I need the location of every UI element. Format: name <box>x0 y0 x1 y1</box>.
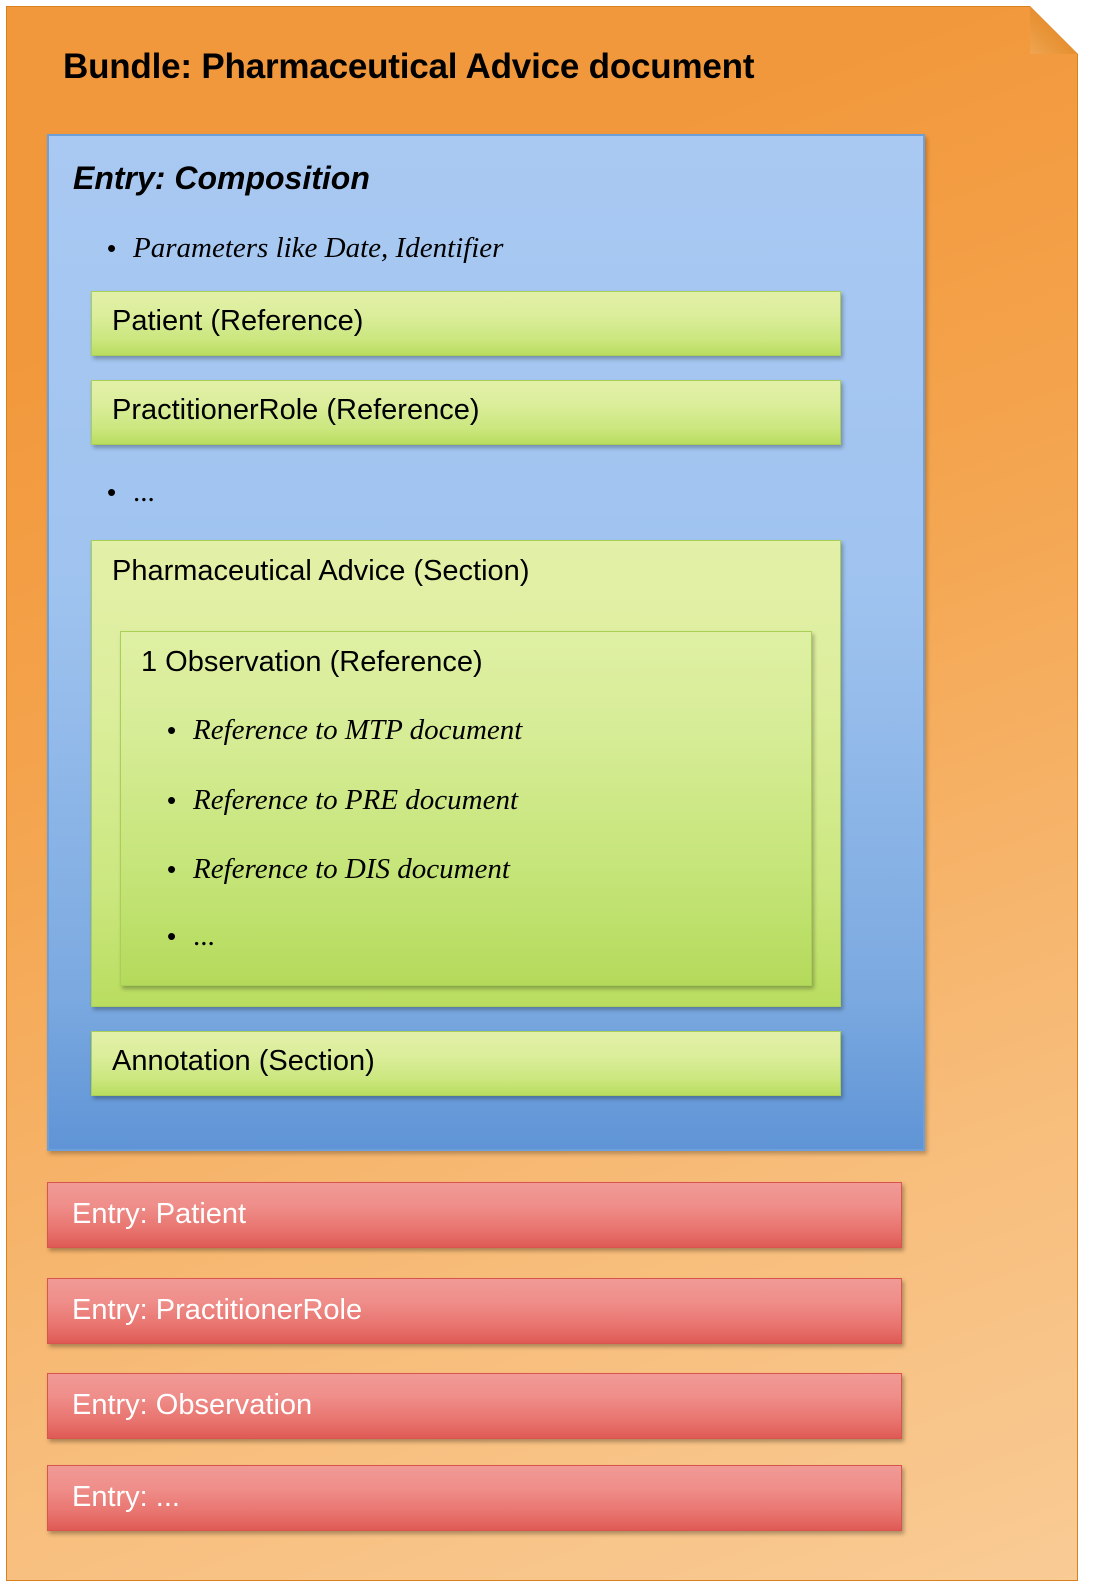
observation-reference-box[interactable] <box>120 631 812 986</box>
composition-bullet-parameters-label: Parameters like Date, Identifier <box>133 232 504 264</box>
annotation-section-label: Annotation (Section) <box>112 1045 375 1077</box>
observation-bullet-more-label: ... <box>193 920 215 952</box>
composition-bullet-more <box>107 476 155 509</box>
observation-bullet-more <box>167 920 215 953</box>
composition-entry <box>47 134 925 1151</box>
bundle-title: Bundle: Pharmaceutical Advice document <box>63 47 755 86</box>
pharmaceutical-advice-section-label: Pharmaceutical Advice (Section) <box>112 555 530 587</box>
bullet-icon: • <box>167 854 177 884</box>
practitionerrole-reference-box[interactable] <box>91 380 841 445</box>
composition-bullet-parameters <box>107 232 503 265</box>
bullet-icon: • <box>107 233 117 263</box>
annotation-section-box[interactable] <box>91 1031 841 1096</box>
entry-patient-label: Entry: Patient <box>72 1198 247 1230</box>
bullet-icon: • <box>167 715 177 745</box>
composition-title: Entry: Composition <box>73 160 370 196</box>
entry-observation-label: Entry: Observation <box>72 1389 313 1421</box>
pharmaceutical-advice-section[interactable] <box>91 540 841 1007</box>
entry-observation[interactable] <box>47 1373 902 1439</box>
entry-more[interactable] <box>47 1465 902 1531</box>
entry-practitionerrole[interactable] <box>47 1278 902 1344</box>
bundle-document <box>6 6 1078 1581</box>
bullet-icon: • <box>167 921 177 951</box>
observation-bullet-mtp-label: Reference to MTP document <box>193 714 523 746</box>
observation-bullet-dis <box>167 853 510 886</box>
observation-bullet-dis-label: Reference to DIS document <box>193 853 510 885</box>
patient-reference-box[interactable] <box>91 291 841 356</box>
bullet-icon: • <box>167 785 177 815</box>
entry-patient[interactable] <box>47 1182 902 1248</box>
patient-reference-label: Patient (Reference) <box>112 305 364 337</box>
entry-practitionerrole-label: Entry: PractitionerRole <box>72 1294 363 1326</box>
observation-bullet-pre-label: Reference to PRE document <box>193 784 519 816</box>
observation-bullet-pre <box>167 784 518 817</box>
observation-bullet-mtp <box>167 714 522 747</box>
observation-reference-label: 1 Observation (Reference) <box>141 646 483 678</box>
entry-more-label: Entry: ... <box>72 1481 180 1513</box>
composition-bullet-more-label: ... <box>133 476 155 508</box>
practitionerrole-reference-label: PractitionerRole (Reference) <box>112 394 480 426</box>
bullet-icon: • <box>107 477 117 507</box>
